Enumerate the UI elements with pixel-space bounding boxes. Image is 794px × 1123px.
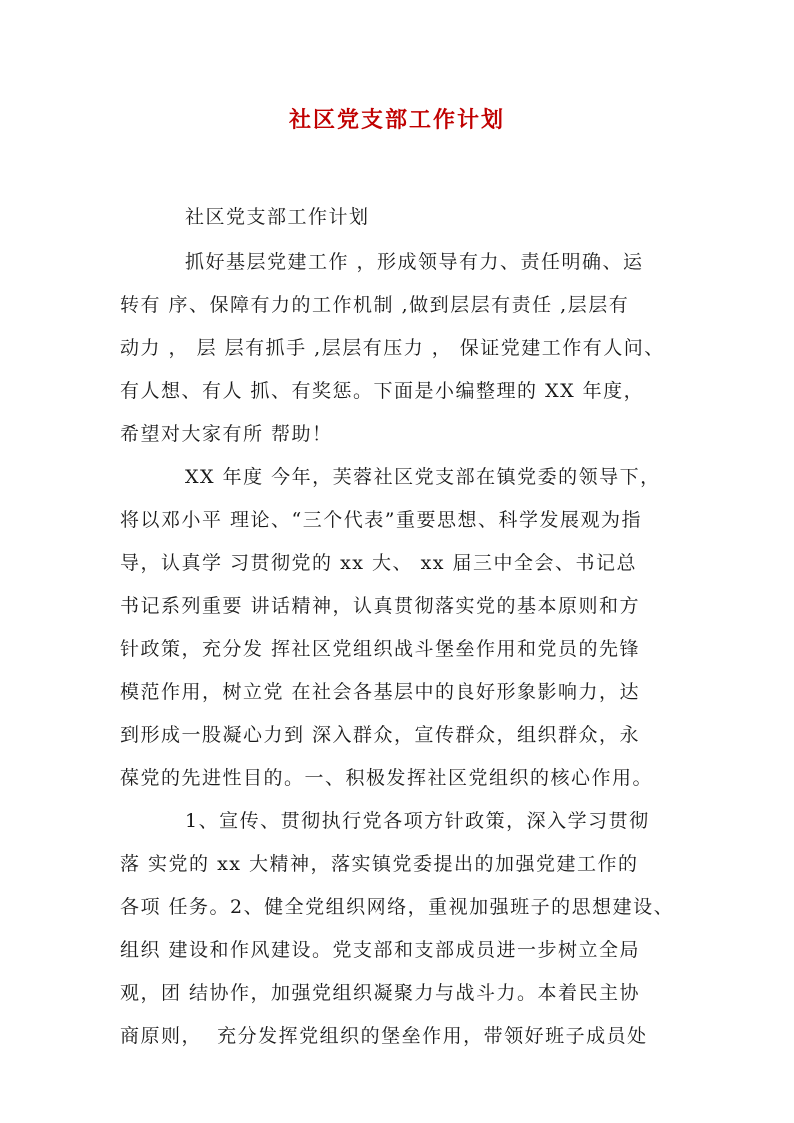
body-line: 观，团 结协作，加强党组织凝聚力与战斗力。本着民主协 bbox=[120, 982, 641, 1004]
body-line: 导，认真学 习贯彻党的 xx 大、 xx 届三中全会、书记总 bbox=[120, 552, 638, 574]
body-line: 模范作用，树立党 在社会各基层中的良好形象影响力，达 bbox=[120, 681, 641, 703]
body-line: 动力 ， 层 层有抓手 ,层层有压力 ， 保证党建工作有人问、 bbox=[120, 337, 665, 359]
document-title: 社区党支部工作计划 bbox=[288, 107, 505, 133]
body-line: 落 实党的 xx 大精神，落实镇党委提出的加强党建工作的 bbox=[120, 853, 639, 875]
body-line: 希望对大家有所 帮助！ bbox=[120, 423, 333, 445]
body-line: 1、宣传、贯彻执行党各项方针政策，深入学习贯彻 bbox=[185, 810, 650, 832]
body-line: 商原则， 充分发挥党组织的堡垒作用，带领好班子成员处 bbox=[120, 1025, 648, 1047]
body-line: 组织 建设和作风建设。党支部和支部成员进一步树立全局 bbox=[120, 939, 641, 961]
body-line: 针政策，充分发 挥社区党组织战斗堡垒作用和党员的先锋 bbox=[120, 638, 641, 660]
body-line: XX 年度 今年，芙蓉社区党支部在镇党委的领导下， bbox=[185, 466, 661, 488]
body-line: 书记系列重要 讲话精神，认真贯彻落实党的基本原则和方 bbox=[120, 595, 641, 617]
body-line: 到形成一股凝心力到 深入群众，宣传群众，组织群众，永 bbox=[120, 724, 641, 746]
body-line: 葆党的先进性目的。一、积极发挥社区党组织的核心作用。 bbox=[120, 767, 654, 789]
body-line: 有人想、有人 抓、有奖惩。下面是小编整理的 XX 年度， bbox=[120, 380, 645, 402]
body-line: 将以邓小平 理论、“三个代表”重要思想、科学发展观为指 bbox=[120, 509, 642, 531]
body-line: 抓好基层党建工作 ，形成领导有力、责任明确、运 bbox=[185, 251, 644, 273]
body-line: 各项 任务。2、健全党组织网络，重视加强班子的思想建设、 bbox=[120, 896, 675, 918]
body-line: 转有 序、保障有力的工作机制 ,做到层层有责任 ,层层有 bbox=[120, 294, 630, 316]
body-line: 社区党支部工作计划 bbox=[185, 206, 370, 228]
